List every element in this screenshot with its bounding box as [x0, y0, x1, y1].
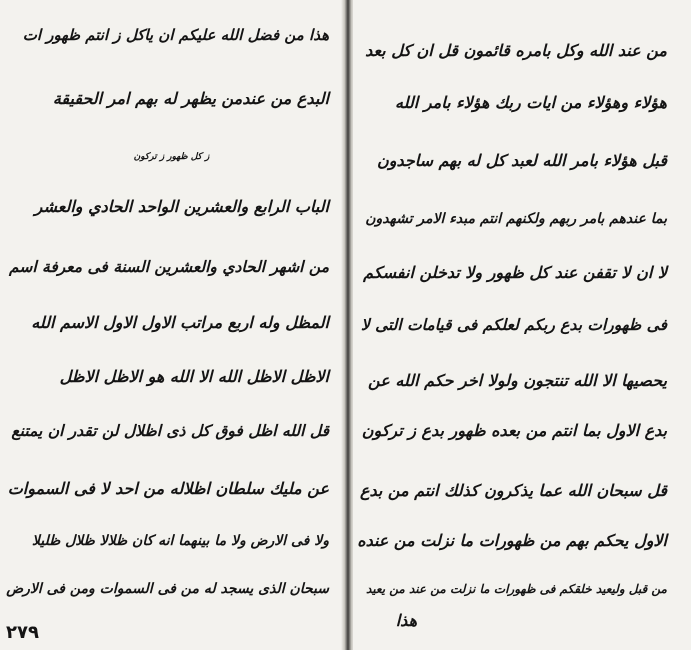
text-line: قل سبحان الله عما يذكرون كذلك انتم من بدع [359, 481, 667, 500]
right-page [353, 0, 691, 650]
section-heading: ز كل ظهور ز تركون [133, 152, 210, 162]
text-line: الاظل الاظل الله الا الله هو الاظل الاظل [59, 367, 329, 386]
text-line: لا ان لا تقفن عند كل ظهور ولا تدخلن انفسكم [363, 263, 667, 282]
text-line: عن مليك سلطان اظلاله من احد لا فى السموات [7, 479, 329, 498]
text-line: بما عندهم بامر ربهم ولكنهم انتم مبدء الامر تشهدون [365, 211, 667, 227]
text-line: الاول يحكم بهم من ظهورات ما نزلت من عنده [357, 531, 667, 550]
text-line: من اشهر الحادي والعشرين السنة فى معرفة اسم [9, 257, 329, 276]
text-line: المظل وله اربع مراتب الاول الاول الاسم الله [31, 313, 329, 332]
text-line: البدع من عندمن يظهر له بهم امر الحقيقة [52, 89, 329, 108]
text-line: هذا من فضل الله عليكم ان ياكل ز انتم ظهور ات [22, 26, 329, 44]
text-line: فى ظهورات بدع ربكم لعلكم فى قيامات التى لا [360, 315, 667, 334]
text-line: من قبل وليعيد خلقكم فى ظهورات ما نزلت من عند من يعيد [365, 582, 667, 596]
text-line: هذا [395, 611, 417, 630]
chapter-title: الباب الرابع والعشرين الواحد الحادي والعشر [34, 197, 329, 216]
text-line: ولا فى الارض ولا ما بينهما انه كان ظلالا ظلال ظليلا [31, 533, 329, 549]
page-number: ٢٧٩ [6, 622, 39, 643]
text-line: من عند الله وكل بامره قائمون قل ان كل بعد [365, 41, 667, 60]
text-line: قل الله اظل فوق كل ذى اظلال لن تقدر ان يمتنع [11, 421, 329, 440]
text-line: هؤلاء وهؤلاء من ايات ربك هؤلاء بامر الله [395, 93, 667, 112]
text-line: قبل هؤلاء بامر الله لعبد كل له بهم ساجدون [377, 151, 667, 170]
left-page [0, 0, 343, 650]
text-line: سبحان الذى يسجد له من فى السموات ومن فى الارض [6, 581, 329, 597]
text-line: بدع الاول بما انتم من بعده ظهور بدع ز تركون [361, 421, 667, 440]
text-line: يحصيها الا الله تنتجون ولولا اخر حكم الله عن [368, 371, 667, 390]
